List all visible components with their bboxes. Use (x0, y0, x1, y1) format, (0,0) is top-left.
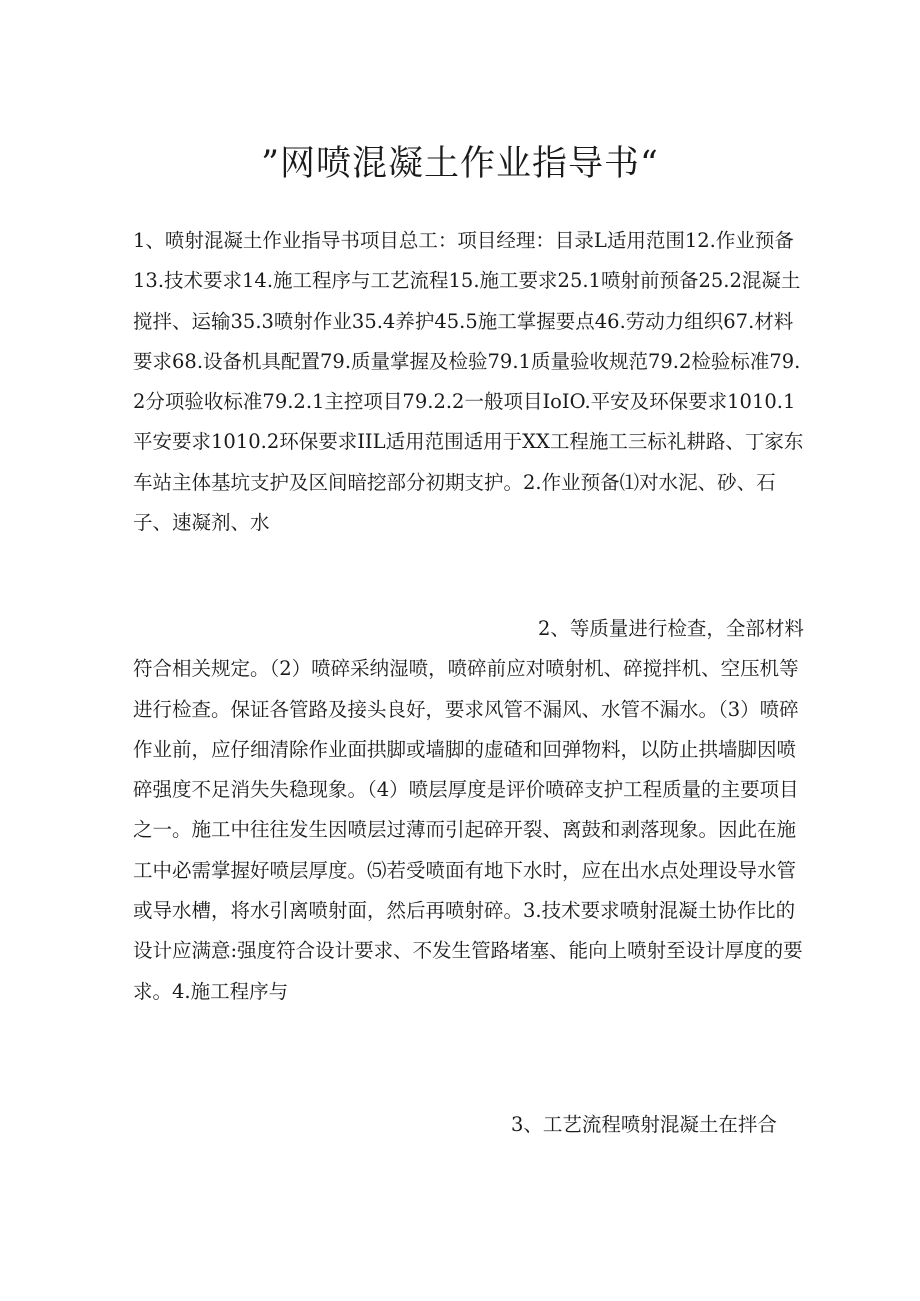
document-title: ”网喷混凝土作业指导书“ (261, 144, 659, 184)
paragraph-3: 3、工艺流程喷射混凝土在拌合 (511, 1113, 777, 1136)
paragraph-2: 2、等质量进行检查，全部材料符合相关规定。（2）喷碎采纳湿喷，喷碎前应对喷射机、碎搅拌机、空压机等进行检查。保证各管路及接头良好，要求风管不漏风、水管不漏水。（3）喷碎作业前，应仔细清除作业面拱脚或墙脚的虚碴和回弹物料，以防止拱墙脚因喷碎强度不足消失失稳现象。（4）喷层厚度是评价喷碎支护工程质量的主要项目之一。施工中往往发生因喷层过薄而引起碎开裂、离鼓和剥落现象。因此在施工中必需掌握好喷层厚度。⑸若受喷面有地下水时，应在出水点处理设导水管或导水槽，将水引离喷射面，然后再喷射碎。3.技术要求喷射混凝土协作比的设计应满意:强度符合设计要求、不发生管路堵塞、能向上喷射至设计厚度的要求。4.施工程序与 (133, 617, 804, 1003)
paragraph-1: 1、喷射混凝土作业指导书项目总工：项目经理：目录L适用范围12.作业预备13.技术要求14.施工程序与工艺流程15.施工要求25.1喷射前预备25.2混凝土搅拌、运输35.3喷射作业35.4养护45.5施工掌握要点46.劳动力组织67.材料要求68.设备机具配置79.质量掌握及检验79.1质量验收规范79.2检验标准79.2分项验收标准79.2.1主控项目79.2.2一般项目IoIO.平安及环保要求1010.1平安要求1010.2环保要求IIL适用范围适用于XX工程施工三标礼耕路、丁家东车站主体基坑支护及区间暗挖部分初期支护。2.作业预备⑴对水泥、砂、石子、速凝剂、水 (133, 229, 804, 535)
